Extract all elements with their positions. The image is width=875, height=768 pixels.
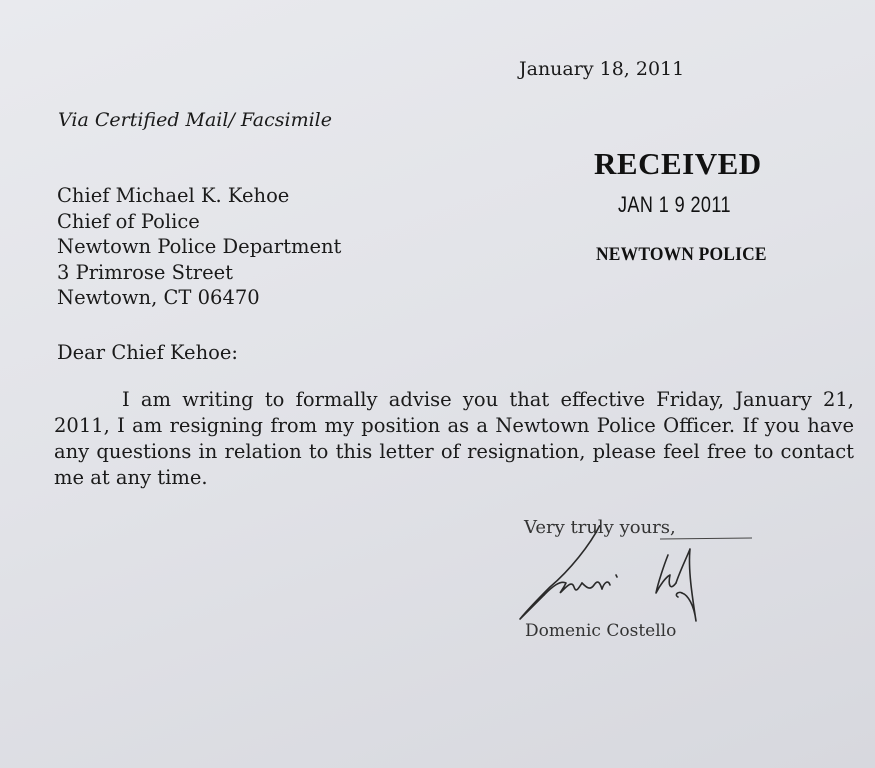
- addressee-block: [57, 183, 341, 311]
- handwritten-signature-icon: [500, 525, 740, 635]
- addressee-city: Newtown, CT 06470: [57, 286, 260, 310]
- received-stamp-date: JAN 1 9 2011: [618, 192, 731, 217]
- addressee-street: 3 Primrose Street: [57, 260, 234, 284]
- received-stamp-heading: RECEIVED: [594, 146, 762, 181]
- signer-name: Domenic Costello: [525, 621, 677, 641]
- addressee-name: Chief Michael K. Kehoe: [57, 184, 290, 207]
- salutation: Dear Chief Kehoe:: [57, 341, 238, 364]
- addressee-organization: Newtown Police Department: [57, 235, 342, 259]
- closing: Very truly yours,: [524, 517, 676, 538]
- letter-body: I am writing to formally advise you that effective Friday, January 21, 2011, I am resigning from my position as a Newtown Police Officer. If you have any questions in relation to this letter of resignation, please feel free to contact me at any time.: [54, 388, 854, 489]
- delivery-method: Via Certified Mail/ Facsimile: [58, 109, 333, 131]
- addressee-title: Chief of Police: [57, 209, 200, 233]
- received-stamp-department: NEWTOWN POLICE: [596, 244, 767, 265]
- letter-date: January 18, 2011: [519, 58, 685, 80]
